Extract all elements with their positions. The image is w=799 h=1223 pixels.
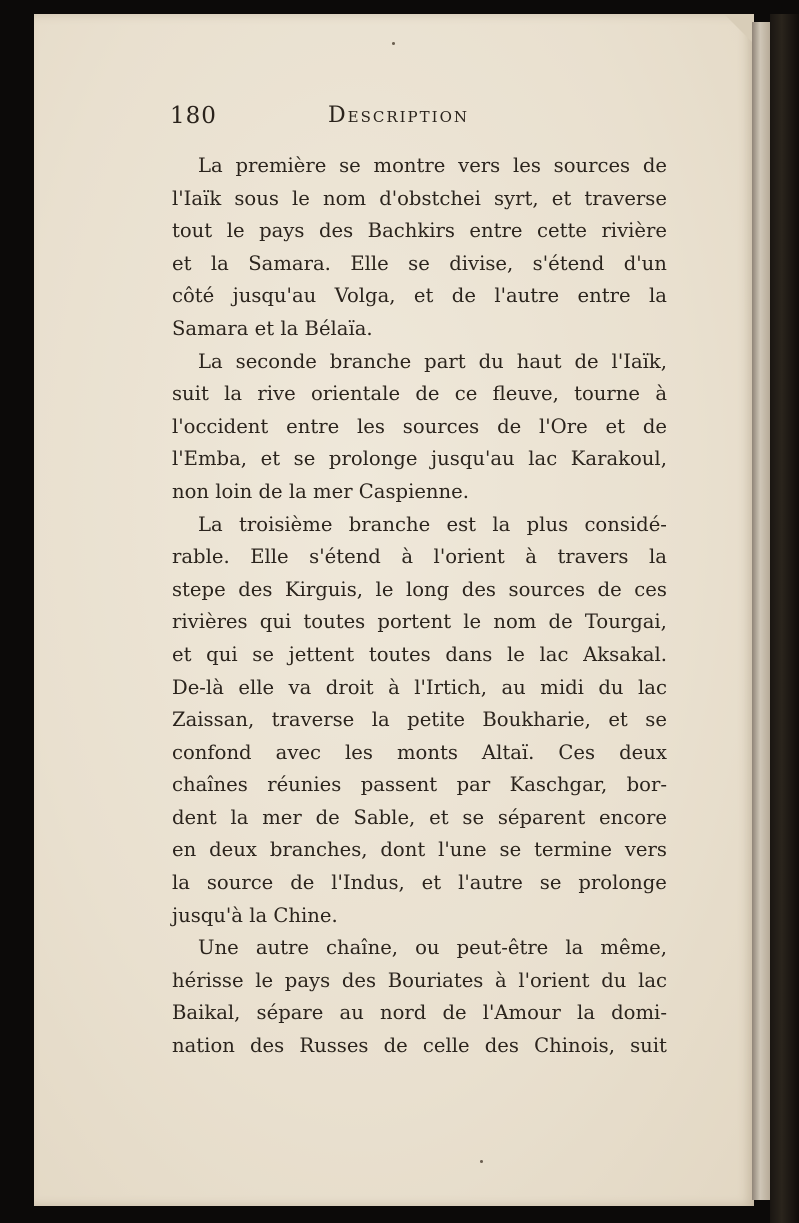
word: Tourgai, <box>584 610 667 634</box>
text-line <box>172 997 667 1030</box>
word: traverse <box>584 186 667 210</box>
word: Russes <box>299 1034 369 1058</box>
text-line <box>172 900 667 933</box>
word: de <box>642 414 667 438</box>
word: fleuve, <box>492 382 559 406</box>
word: pays <box>284 968 331 992</box>
word: Elle <box>250 545 289 569</box>
word: chaînes <box>172 773 248 797</box>
word: des <box>461 577 496 601</box>
word: l'Emba, <box>172 447 247 471</box>
word: celle <box>422 1034 470 1058</box>
word: et <box>172 251 192 275</box>
word: passent <box>360 773 438 797</box>
word: par <box>456 773 491 797</box>
word: branche <box>348 512 431 536</box>
word: au <box>339 1001 364 1025</box>
word: La <box>198 512 223 536</box>
word: Caspienne. <box>358 479 469 503</box>
word: le <box>506 642 525 666</box>
word: l'autre <box>458 871 523 895</box>
word: la <box>492 512 511 536</box>
text-line <box>172 965 667 998</box>
word: Boukharie, <box>482 708 591 732</box>
word: domi- <box>611 1001 667 1025</box>
text-line <box>172 834 667 867</box>
word: s'étend <box>309 545 381 569</box>
word: Kaschgar, <box>509 773 608 797</box>
page-number: 180 <box>170 103 217 129</box>
word: sources <box>508 577 586 601</box>
word: l'orient <box>518 968 590 992</box>
word: à <box>401 545 414 569</box>
word: Altaï. <box>481 740 535 764</box>
word: le <box>463 610 482 634</box>
word: source <box>206 871 274 895</box>
word: et <box>254 316 281 340</box>
word: La <box>198 349 223 373</box>
word: et <box>172 642 192 666</box>
word: d'obstchei <box>379 186 481 210</box>
word: sources <box>553 154 631 177</box>
word: la <box>648 545 667 569</box>
word: prolonge <box>328 447 418 471</box>
word: des <box>250 1034 285 1058</box>
word: réunies <box>267 773 342 797</box>
word: et <box>551 186 572 210</box>
word: la <box>371 708 390 732</box>
word: en <box>172 838 197 862</box>
word: la <box>577 1001 595 1025</box>
word: se <box>339 154 361 177</box>
word: lac <box>528 447 558 471</box>
word: les <box>512 154 541 177</box>
word: Une <box>198 936 239 960</box>
word: nom <box>493 610 537 634</box>
word: des <box>238 577 273 601</box>
running-title: Description <box>328 103 470 128</box>
word: Aksakal. <box>583 642 667 666</box>
word: Karakoul, <box>570 447 667 471</box>
word: Bélaïa. <box>304 316 373 340</box>
word: de <box>574 349 599 373</box>
word: et <box>413 284 434 308</box>
word: même, <box>600 936 667 960</box>
word: la <box>288 479 314 503</box>
word: de <box>497 414 522 438</box>
text-line <box>172 802 667 835</box>
word: vers <box>458 154 501 177</box>
word: De-là <box>172 675 224 699</box>
word: Elle <box>350 251 389 275</box>
word: traverse <box>271 708 355 732</box>
text-line <box>172 183 667 216</box>
word: chaîne, <box>326 936 399 960</box>
word: non <box>172 479 216 503</box>
word: se <box>408 251 430 275</box>
word: à <box>495 968 507 992</box>
word: branches, <box>269 838 368 862</box>
text-line <box>172 411 667 444</box>
book-spine-shadow <box>770 14 799 1223</box>
word: Kirguis, <box>285 577 363 601</box>
word: bor- <box>626 773 667 797</box>
word: la <box>565 936 584 960</box>
word: rable. <box>172 545 230 569</box>
word: orientale <box>310 382 401 406</box>
word: au <box>501 675 526 699</box>
word: la <box>648 284 667 308</box>
word: qui <box>206 642 238 666</box>
word: ou <box>415 936 440 960</box>
word: dent <box>172 805 217 829</box>
word: prolonge <box>578 871 667 895</box>
word: le <box>255 968 274 992</box>
text-line <box>172 346 667 379</box>
word: tout <box>172 219 213 243</box>
word: sépare <box>256 1001 324 1025</box>
word: dont <box>380 838 426 862</box>
text-line <box>172 541 667 574</box>
word: des <box>341 968 377 992</box>
word: haut <box>516 349 562 373</box>
page-header <box>170 103 670 133</box>
word: du <box>601 968 627 992</box>
word: plus <box>526 512 569 536</box>
word: jusqu'au <box>431 447 515 471</box>
word: termine <box>534 838 612 862</box>
word: branche <box>329 349 412 373</box>
word: jusqu'à <box>172 903 250 927</box>
word: côté <box>172 284 215 308</box>
word: mer <box>262 805 302 829</box>
word: les <box>345 740 373 764</box>
word: des <box>318 219 354 243</box>
word: de <box>290 871 315 895</box>
word: le <box>226 219 245 243</box>
word: se <box>539 871 562 895</box>
word: se <box>462 805 485 829</box>
word: et <box>605 414 626 438</box>
word: se <box>499 838 522 862</box>
word: de <box>315 805 340 829</box>
word: l'Ore <box>539 414 588 438</box>
word: à <box>388 675 400 699</box>
page-edge <box>752 22 770 1200</box>
word: à <box>525 545 537 569</box>
word: vers <box>624 838 667 862</box>
word: nord <box>379 1001 427 1025</box>
word: considé- <box>584 512 667 536</box>
word: l'orient <box>433 545 505 569</box>
text-line <box>172 769 667 802</box>
word: confond <box>172 740 252 764</box>
text-line <box>172 509 667 542</box>
word: pays <box>259 219 305 243</box>
word: La <box>198 154 223 177</box>
text-line <box>172 704 667 737</box>
word: lac <box>638 968 667 992</box>
word: autre <box>255 936 309 960</box>
text-line <box>172 606 667 639</box>
word: et <box>260 447 281 471</box>
word: Sable, <box>353 805 416 829</box>
word: Bachkirs <box>367 219 455 243</box>
word: l'Indus, <box>331 871 405 895</box>
word: des <box>484 1034 519 1058</box>
word: se <box>645 708 667 732</box>
word: de <box>415 382 440 406</box>
word: deux <box>209 838 257 862</box>
text-line <box>172 248 667 281</box>
word: portent <box>377 610 452 634</box>
body-text <box>172 150 667 1063</box>
word: la <box>224 382 243 406</box>
word: l'une <box>438 838 487 862</box>
text-line <box>172 378 667 411</box>
word: sources <box>402 414 480 438</box>
word: Samara. <box>248 251 331 275</box>
word: seconde <box>235 349 317 373</box>
word: et <box>421 871 442 895</box>
word: lac <box>539 642 569 666</box>
word: de <box>383 1034 408 1058</box>
word: l'occident <box>172 414 269 438</box>
word: cette <box>537 219 587 243</box>
word: Baikal, <box>172 1001 241 1025</box>
word: Volga, <box>334 284 396 308</box>
word: nation <box>172 1034 235 1058</box>
word: ces <box>634 577 667 601</box>
word: de <box>258 479 289 503</box>
word: séparent <box>497 805 586 829</box>
word: va <box>288 675 312 699</box>
text-line <box>172 476 667 509</box>
word: jettent <box>288 642 355 666</box>
word: petite <box>407 708 465 732</box>
word: hérisse <box>172 968 244 992</box>
word: l'Irtich, <box>414 675 487 699</box>
word: Ces <box>558 740 596 764</box>
word: le <box>375 577 394 601</box>
word: de <box>597 577 622 601</box>
word: monts <box>396 740 458 764</box>
word: la <box>280 316 305 340</box>
word: tourne <box>574 382 641 406</box>
word: suit <box>630 1034 667 1058</box>
word: sous <box>234 186 279 210</box>
word: se <box>293 447 316 471</box>
word: Bouriates <box>387 968 484 992</box>
word: encore <box>599 805 667 829</box>
text-line <box>172 1030 667 1063</box>
word: l'Iaïk <box>172 186 222 210</box>
word: rive <box>257 382 296 406</box>
word: syrt, <box>493 186 539 210</box>
ink-speck <box>480 1160 483 1163</box>
text-line <box>172 574 667 607</box>
word: droit <box>325 675 374 699</box>
word: l'autre <box>494 284 560 308</box>
word: nom <box>323 186 367 210</box>
word: avec <box>275 740 321 764</box>
word: première <box>235 154 327 177</box>
word: toutes <box>368 642 431 666</box>
word: montre <box>373 154 446 177</box>
word: Samara <box>172 316 255 340</box>
text-line <box>172 672 667 705</box>
word: se <box>252 642 274 666</box>
text-line <box>172 639 667 672</box>
text-line <box>172 150 667 183</box>
word: la <box>210 251 229 275</box>
text-line <box>172 932 667 965</box>
word: la <box>230 805 249 829</box>
word: de <box>442 1001 467 1025</box>
word: dans <box>445 642 493 666</box>
word: à <box>655 382 667 406</box>
word: de <box>642 154 667 177</box>
word: suit <box>172 382 209 406</box>
text-line <box>172 867 667 900</box>
word: Chinois, <box>534 1034 615 1058</box>
word: stepe <box>172 577 226 601</box>
word: mer <box>313 479 359 503</box>
word: et <box>429 805 449 829</box>
word: long <box>405 577 450 601</box>
word: le <box>292 186 310 210</box>
word: elle <box>238 675 275 699</box>
word: les <box>357 414 385 438</box>
word: Chine. <box>273 903 338 927</box>
word: entre <box>286 414 340 438</box>
word: lac <box>638 675 667 699</box>
word: divise, <box>449 251 514 275</box>
word: de <box>451 284 476 308</box>
word: de <box>548 610 573 634</box>
word: part <box>424 349 466 373</box>
word: Zaissan, <box>172 708 255 732</box>
text-line <box>172 737 667 770</box>
word: entre <box>469 219 523 243</box>
text-line <box>172 280 667 313</box>
word: rivière <box>601 219 667 243</box>
word: qui <box>259 610 292 634</box>
word: d'un <box>623 251 667 275</box>
text-line <box>172 313 667 346</box>
word: est <box>446 512 477 536</box>
word: jusqu'au <box>232 284 317 308</box>
word: et <box>608 708 628 732</box>
word: entre <box>577 284 631 308</box>
ink-speck <box>392 42 395 45</box>
word: l'Iaïk, <box>611 349 667 373</box>
word: deux <box>619 740 667 764</box>
word: midi <box>540 675 584 699</box>
word: du <box>598 675 624 699</box>
word: rivières <box>172 610 248 634</box>
page-corner-fold <box>724 14 754 44</box>
word: troisième <box>239 512 333 536</box>
word: ce <box>454 382 478 406</box>
word: la <box>172 871 190 895</box>
word: du <box>478 349 504 373</box>
word: s'étend <box>532 251 605 275</box>
word: la <box>249 903 274 927</box>
word: l'Amour <box>482 1001 561 1025</box>
word: toutes <box>303 610 366 634</box>
word: loin <box>215 479 259 503</box>
word: peut-être <box>456 936 549 960</box>
word: travers <box>557 545 629 569</box>
text-line <box>172 443 667 476</box>
text-line <box>172 215 667 248</box>
